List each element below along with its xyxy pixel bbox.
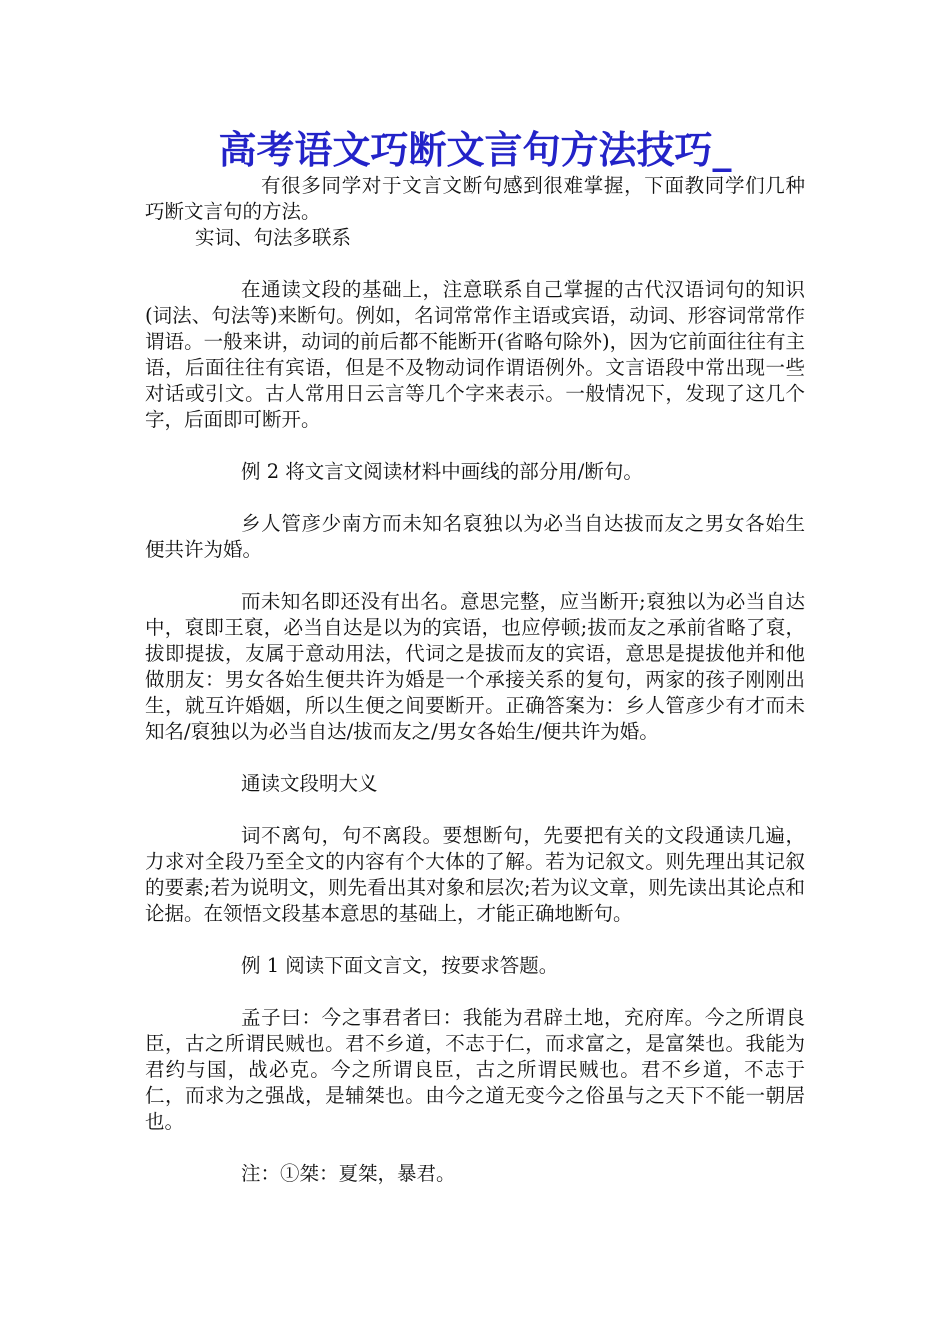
example-2-answer: 而未知名即还没有出名。意思完整，应当断开;裒独以为必当自达中，裒即王裒，必当自达是以为的宾语，也应停顿;拔而友之承前省略了裒，拔即提拔，友属于意动用法，代词之是拔而友的宾语，意思是提拔他并和他做朋友：男女各始生便共许为婚是一个承接关系的复句，两家的孩子刚刚出生，就互许婚姻，所以生便之间要断开。正确答案为：乡人管彦少有才而未知名/裒独以为必当自达/拔而友之/男女各始生/便共许为婚。 xyxy=(145,590,805,743)
section-heading-2: 通读文段明大义 xyxy=(241,772,378,795)
document-title: 高考语文巧断文言句方法技巧_ xyxy=(218,127,732,172)
body-paragraph: 词不离句，句不离段。要想断句，先要把有关的文段通读几遍，力求对全段乃至全文的内容有个大体的了解。若为记叙文。则先理出其记叙的要素;若为说明文，则先看出其对象和层次;若为议文章，则先读出其论点和论据。在领悟文段基本意思的基础上，才能正确地断句。 xyxy=(145,824,805,925)
example-1-note: 注：①桀：夏桀，暴君。 xyxy=(241,1162,456,1185)
example-2-heading: 例 2 将文言文阅读材料中画线的部分用/断句。 xyxy=(241,460,643,483)
example-2-text: 乡人管彦少南方而未知名裒独以为必当自达拔而友之男女各始生便共许为婚。 xyxy=(145,512,805,561)
section-heading-1: 实词、句法多联系 xyxy=(195,226,352,249)
example-1-text: 孟子曰：今之事君者曰：我能为君辟土地，充府库。今之所谓良臣，古之所谓民贼也。君不乡道，不志于仁，而求富之，是富桀也。我能为君约与国，战必克。今之所谓良臣，古之所谓民贼也。君不乡道，不志于仁，而求为之强战，是辅桀也。由今之道无变今之俗虽与之天下不能一朝居也。 xyxy=(145,1006,805,1133)
document-body xyxy=(145,173,805,1187)
body-paragraph: 在通读文段的基础上，注意联系自己掌握的古代汉语词句的知识(词法、句法等)来断句。例如，名词常常作主语或宾语，动词、形容词常常作谓语。一般来讲，动词的前后都不能断开(省略句除外)，因为它前面往往有主语，后面往往有宾语，但是不及物动词作谓语例外。文言语段中常出现一些对话或引文。古人常用日云言等几个字来表示。一般情况下，发现了这几个字，后面即可断开。 xyxy=(145,278,805,431)
intro-paragraph: 有很多同学对于文言文断句感到很难掌握，下面教同学们几种巧断文言句的方法。 xyxy=(145,174,805,223)
example-1-heading: 例 1 阅读下面文言文，按要求答题。 xyxy=(241,954,559,977)
